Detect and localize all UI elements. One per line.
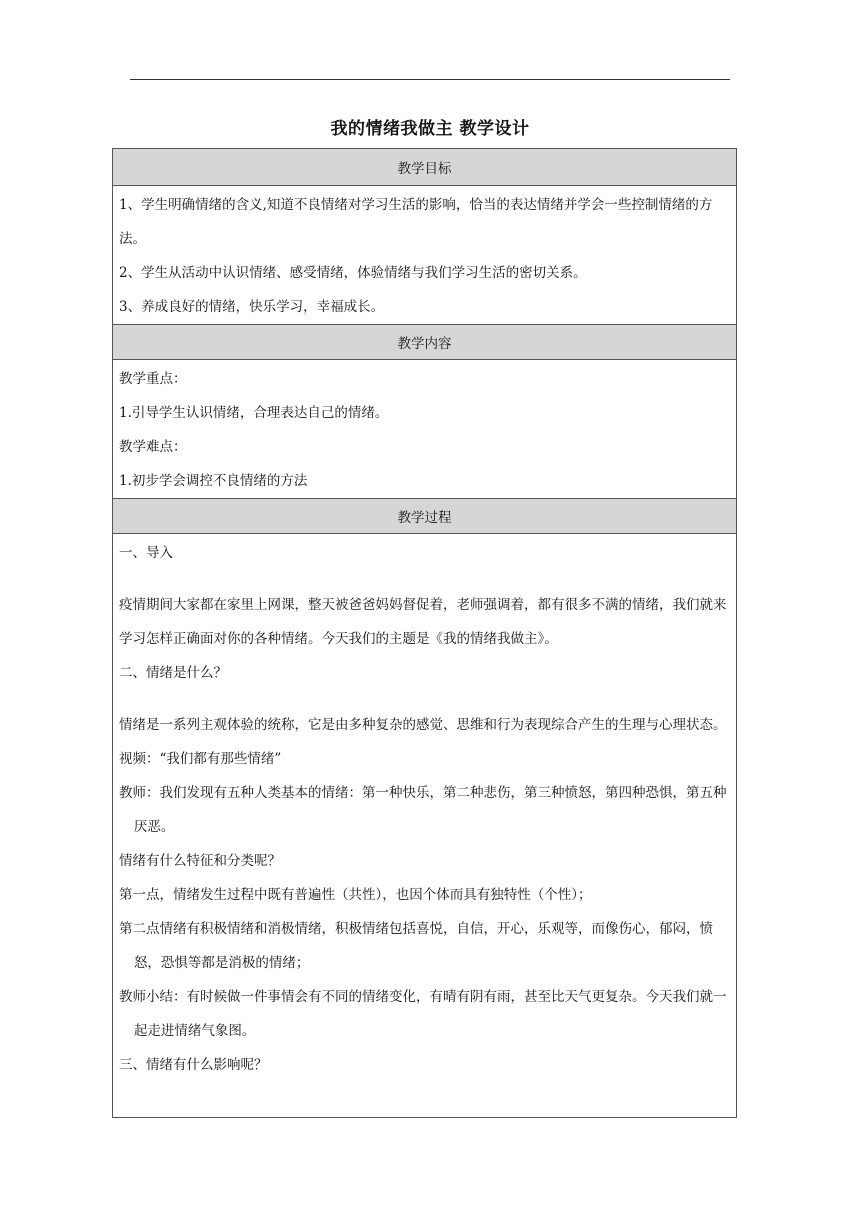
goal-line-2: 2、学生从活动中认识情绪、感受情绪，体验情绪与我们学习生活的密切关系。 — [119, 265, 587, 281]
goal-line-3: 3、养成良好的情绪，快乐学习，幸福成长。 — [119, 299, 385, 315]
content-difficulty-1: 1.初步学会调控不良情绪的方法 — [119, 473, 308, 489]
section-body-process — [113, 534, 737, 1118]
process-point-two: 第二点情绪有积极情绪和消极情绪，积极情绪包括喜悦，自信，开心，乐观等，而像伤心，郁闷，愤怒，恐惧等都是消极的情绪； — [119, 921, 713, 971]
content-key-points-label: 教学重点： — [119, 371, 187, 387]
process-teacher-line: 教师：我们发现有五种人类基本的情绪：第一种快乐，第二种悲伤，第三种愤怒，第四种恐惧，第五种厌恶。 — [119, 785, 727, 835]
document-title: 我的情绪我做主 教学设计 — [330, 119, 530, 139]
process-question-line: 情绪有什么特征和分类呢？ — [119, 853, 281, 869]
process-teacher-summary: 教师小结：有时候做一件事情会有不同的情绪变化，有晴有阴有雨，甚至比天气更复杂。今天我们就一起走进情绪气象图。 — [119, 989, 727, 1039]
section-title-content: 教学内容 — [113, 325, 737, 360]
header-rule — [130, 79, 730, 80]
section-header-content — [113, 325, 737, 360]
process-point-one: 第一点，情绪发生过程中既有普遍性（共性），也因个体而具有独特性（个性）； — [119, 887, 592, 903]
section-body-goals — [113, 186, 737, 325]
process-heading-what: 二、情绪是什么？ — [119, 665, 227, 681]
lesson-plan-table — [112, 148, 737, 1118]
process-intro-paragraph: 疫情期间大家都在家里上网课，整天被爸爸妈妈督促着，老师强调着，都有很多不满的情绪，我们就来学习怎样正确面对你的各种情绪。今天我们的主题是《我的情绪我做主》。 — [119, 597, 727, 647]
goal-line-1: 1、学生明确情绪的含义,知道不良情绪对学习生活的影响，恰当的表达情绪并学会一些控制情绪的方法。 — [119, 197, 713, 247]
section-header-process — [113, 499, 737, 534]
section-body-content — [113, 360, 737, 499]
section-title-goals: 教学目标 — [113, 149, 737, 186]
process-definition-paragraph: 情绪是一系列主观体验的统称，它是由多种复杂的感觉、思维和行为表现综合产生的生理与心理状态。 — [119, 717, 727, 733]
process-heading-intro: 一、导入 — [119, 545, 173, 561]
process-video-line: 视频：“我们都有那些情绪” — [119, 751, 282, 767]
section-header-goals — [113, 149, 737, 186]
content-difficulty-label: 教学难点： — [119, 439, 187, 455]
content-key-point-1: 1.引导学生认识情绪，合理表达自己的情绪。 — [119, 405, 389, 421]
process-heading-impact: 三、情绪有什么影响呢？ — [119, 1057, 268, 1073]
section-title-process: 教学过程 — [113, 499, 737, 534]
